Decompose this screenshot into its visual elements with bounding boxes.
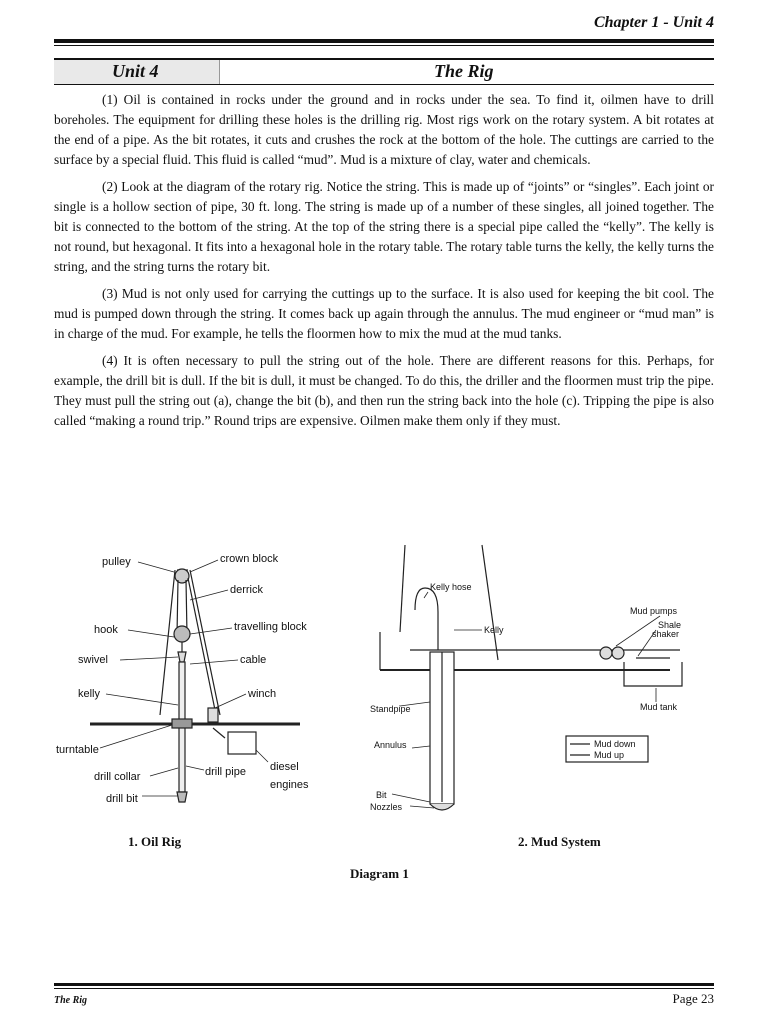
label-drill-collar: drill collar (94, 771, 141, 783)
footer-title: The Rig (54, 995, 88, 1006)
label-diesel: diesel (270, 761, 299, 773)
label-nozzles: Nozzles (370, 802, 403, 812)
label-drill-pipe: drill pipe (205, 766, 246, 778)
footer-rule (54, 983, 714, 986)
label-winch: winch (248, 688, 277, 700)
chapter-header: Chapter 1 - Unit 4 (593, 14, 714, 31)
label-kelly-hose: Kelly hose (430, 582, 472, 592)
paragraph-1: (1) Oil is contained in rocks under the ground and in rocks under the sea. To find it, oilmen have to drill boreholes. The equipment for drilling these holes is the drilling rig. Most rigs work on the rotary system. A bit rotates at the end of a pipe. As the bit rotates, it cuts and crushes the rock at the bottom of the hole. The cuttings are carried to the surface by a special fluid. This fluid is called “mud”. Mud is a mixture of clay, water and chemicals. (54, 92, 714, 167)
page-number: Page 23 (672, 991, 714, 1006)
label-shaker: shaker (652, 629, 680, 639)
paragraph-4: (4) It is often necessary to pull the string out of the hole. There are different reasons for this. Perhaps, for example, the drill bit is dull. If the bit is dull, it must be changed. To do this, the driller and the floormen must trip the pipe. They must pull the string out (a), change the bit (b), and then run the string back into the hole (c). Tripping the pipe is also called “making a round trip.” Round trips are expensive. Oilmen make them only if they must. (54, 353, 714, 428)
header-rule (54, 39, 714, 43)
label-mud-pumps: Mud pumps (630, 606, 678, 616)
label-engines: engines (270, 779, 309, 791)
label-mud-down: Mud down (594, 739, 636, 749)
label-mud-tank: Mud tank (640, 702, 678, 712)
label-swivel: swivel (78, 654, 108, 666)
label-travelling-block: travelling block (234, 621, 307, 633)
label-pulley: pulley (102, 556, 131, 568)
label-crown-block: crown block (220, 553, 279, 565)
diagram-caption: Diagram 1 (350, 866, 409, 881)
unit-label: Unit 4 (112, 61, 159, 81)
figure2-caption: 2. Mud System (518, 834, 601, 849)
figure1-caption: 1. Oil Rig (128, 834, 182, 849)
label-drill-bit: drill bit (106, 793, 138, 805)
label-annulus: Annulus (374, 740, 407, 750)
label-shale: Shale (658, 620, 682, 630)
label-kelly: Kelly (484, 625, 504, 635)
footer-rule-thin (54, 988, 714, 989)
unit-title: The Rig (434, 61, 494, 81)
label-kelly: kelly (78, 688, 101, 700)
label-cable: cable (240, 654, 267, 666)
mud-system-figure (370, 540, 690, 820)
label-turntable: turntable (56, 744, 99, 756)
label-bit: Bit (376, 790, 387, 800)
oil-rig-figure (50, 540, 340, 820)
label-standpipe: Standpipe (370, 704, 411, 714)
label-derrick: derrick (230, 584, 264, 596)
paragraph-3: (3) Mud is not only used for carrying the cuttings up to the surface. It is also used for keeping the bit cool. The mud is pumped down through the string. It comes back up again through the annulus. The mud engineer or “mud man” is in charge of the mud. For example, he tells the floormen how to mix the mud at the mud tanks. (54, 286, 714, 341)
paragraph-2: (2) Look at the diagram of the rotary rig. Notice the string. This is made up of “joints” or “singles”. Each joint or single is a hollow section of pipe, 30 ft. long. The string is made up of a number of these singles, all joined together. The bit is connected to the bottom of the string. At the top of the string there is a special pipe called the “kelly”. The kelly is not round, but hexagonal. It fits into a hexagonal hole in the rotary table. The rotary table turns the kelly, the kelly turns the string, and the string turns the rotary bit. (54, 179, 714, 274)
label-hook: hook (94, 624, 118, 636)
label-mud-up: Mud up (594, 750, 625, 760)
header-rule-thin (54, 45, 714, 46)
body-text (54, 90, 714, 438)
unit-bar (54, 58, 714, 85)
